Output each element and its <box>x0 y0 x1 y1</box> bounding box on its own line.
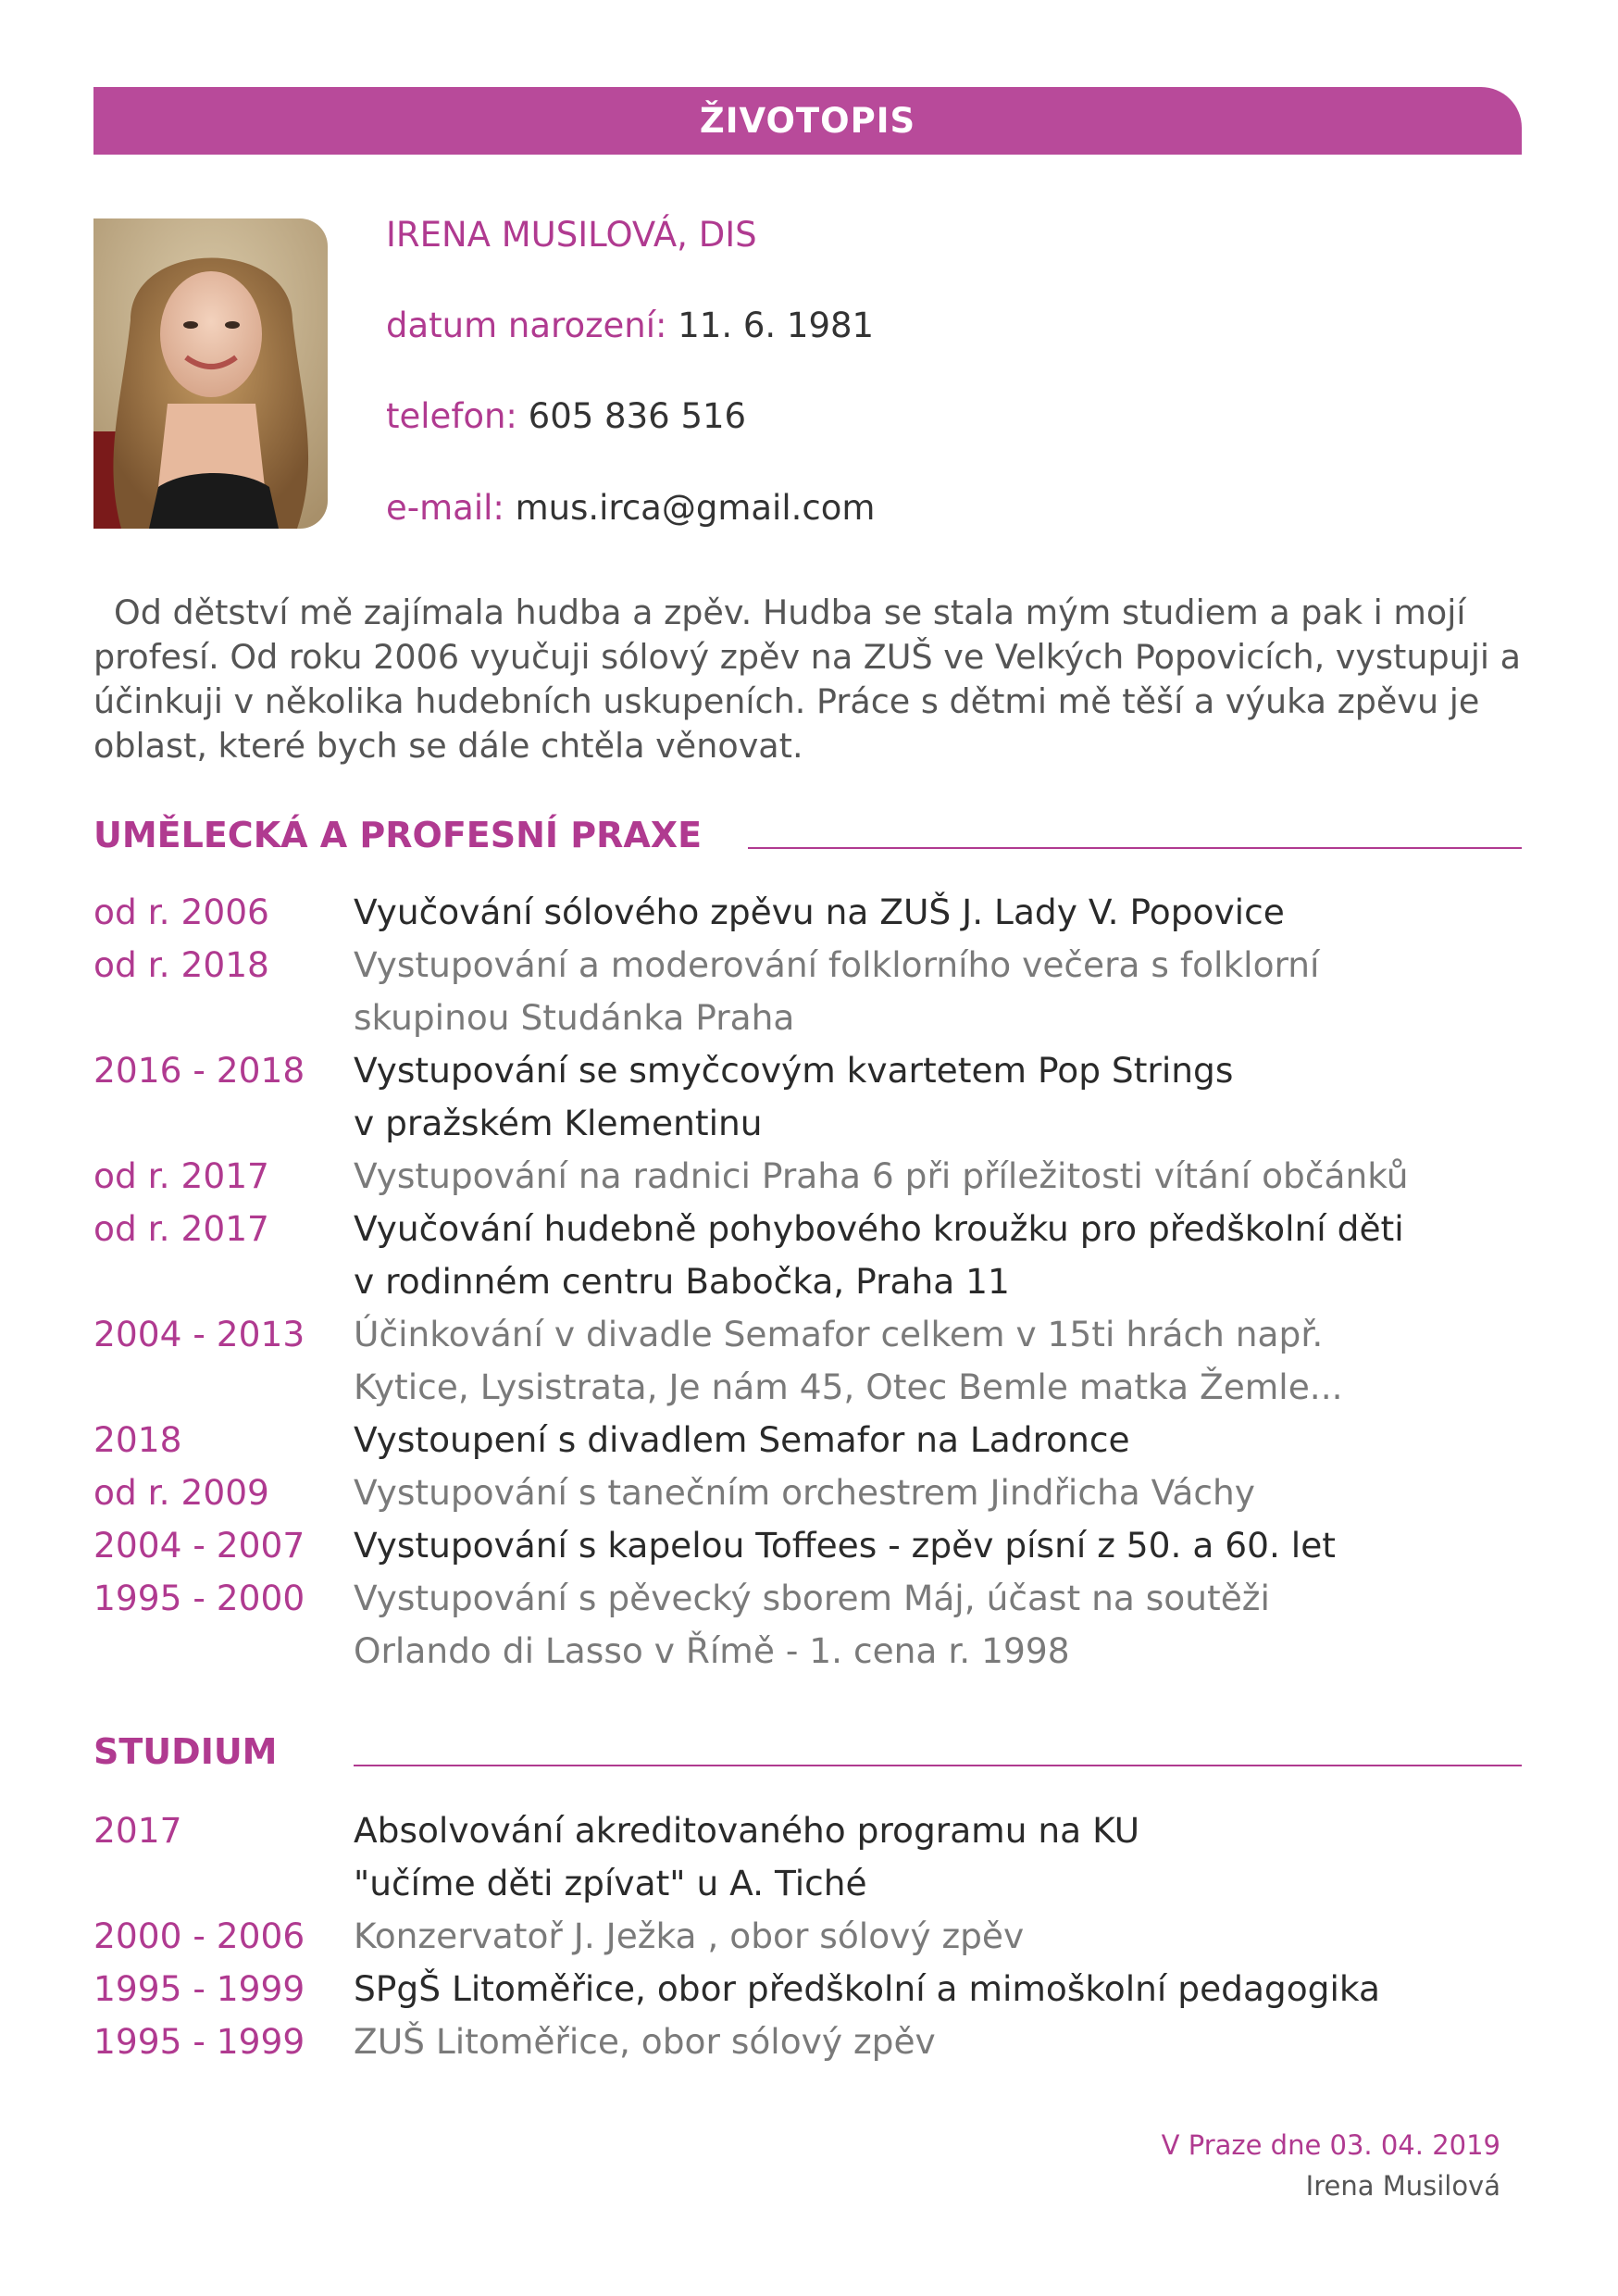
item-line: v rodinném centru Babočka, Praha 11 <box>354 1261 1010 1302</box>
practice-list <box>93 886 1524 1678</box>
list-item <box>93 1150 1524 1203</box>
item-description <box>354 1572 1524 1678</box>
item-line: "učíme děti zpívat" u A. Tiché <box>354 1863 867 1903</box>
item-description <box>354 1519 1524 1572</box>
list-item <box>93 1572 1524 1678</box>
phone-row <box>386 396 746 436</box>
signature-name: Irena Musilová <box>1305 2170 1500 2202</box>
item-year: 2004 - 2013 <box>93 1314 305 1354</box>
list-item <box>93 1963 1524 2015</box>
item-line: Konzervatoř J. Ježka , obor sólový zpěv <box>354 1915 1025 1956</box>
item-year: od r. 2017 <box>93 1155 269 1196</box>
list-item <box>93 2015 1524 2068</box>
title-banner <box>93 87 1522 155</box>
study-divider <box>354 1765 1522 1766</box>
item-description <box>354 1308 1524 1414</box>
item-description <box>354 886 1524 939</box>
birth-date-label: datum narození: <box>386 306 667 345</box>
study-heading: STUDIUM <box>93 1731 278 1772</box>
list-item <box>93 1466 1524 1519</box>
list-item <box>93 1414 1524 1466</box>
email-row <box>386 488 875 528</box>
item-line: Vystoupení s divadlem Semafor na Ladronce <box>354 1419 1130 1460</box>
item-line: Vystupování s kapelou Toffees - zpěv písní z 50. a 60. let <box>354 1525 1337 1566</box>
place-date: V Praze dne 03. 04. 2019 <box>1161 2129 1500 2161</box>
item-line: Vystupování s tanečním orchestrem Jindřicha Váchy <box>354 1472 1255 1513</box>
item-year: 1995 - 1999 <box>93 1968 305 2009</box>
item-year: od r. 2006 <box>93 892 269 932</box>
email-label: e-mail: <box>386 488 504 528</box>
person-name: IRENA MUSILOVÁ, DIS <box>386 215 757 255</box>
list-item <box>93 1203 1524 1308</box>
item-line: Kytice, Lysistrata, Je nám 45, Otec Bemle matka Žemle... <box>354 1366 1343 1407</box>
list-item <box>93 1519 1524 1572</box>
item-line: Vystupování na radnici Praha 6 při příležitosti vítání občánků <box>354 1155 1409 1196</box>
list-item <box>93 886 1524 939</box>
page-title: ŽIVOTOPIS <box>699 101 916 141</box>
item-line: Orlando di Lasso v Římě - 1. cena r. 1998 <box>354 1630 1070 1671</box>
item-year: 2016 - 2018 <box>93 1050 305 1091</box>
item-line: Vystupování se smyčcovým kvartetem Pop Strings <box>354 1050 1234 1091</box>
item-year: od r. 2009 <box>93 1472 269 1513</box>
item-year: 2018 <box>93 1419 182 1460</box>
item-year: 2017 <box>93 1810 182 1851</box>
birth-date-value: 11. 6. 1981 <box>678 306 875 345</box>
item-description <box>354 1910 1524 1963</box>
item-description <box>354 1044 1524 1150</box>
practice-heading: UMĚLECKÁ A PROFESNÍ PRAXE <box>93 815 703 855</box>
list-item <box>93 1308 1524 1414</box>
item-line: Vystupování a moderování folklorního večera s folklorní <box>354 944 1320 985</box>
phone-label: telefon: <box>386 396 517 436</box>
item-description <box>354 939 1524 1044</box>
item-line: v pražském Klementinu <box>354 1103 763 1143</box>
intro-paragraph <box>93 591 1524 768</box>
item-line: Vyučování hudebně pohybového kroužku pro předškolní děti <box>354 1208 1404 1249</box>
item-year: 2000 - 2006 <box>93 1915 305 1956</box>
item-year: od r. 2017 <box>93 1208 269 1249</box>
item-year: od r. 2018 <box>93 944 269 985</box>
list-item <box>93 1804 1524 1910</box>
item-line: skupinou Studánka Praha <box>354 997 795 1038</box>
item-line: Absolvování akreditovaného programu na KU <box>354 1810 1140 1851</box>
list-item <box>93 1910 1524 1963</box>
birth-date-row <box>386 306 874 345</box>
item-line: SPgŠ Litoměřice, obor předškolní a mimoškolní pedagogika <box>354 1968 1380 2009</box>
email-value[interactable]: mus.irca@gmail.com <box>515 488 876 528</box>
list-item <box>93 1044 1524 1150</box>
practice-divider <box>748 847 1522 849</box>
item-year: 2004 - 2007 <box>93 1525 305 1566</box>
intro-text: Od dětství mě zajímala hudba a zpěv. Hudba se stala mým studiem a pak i mojí profesí. Od roku 2006 vyučuji sólový zpěv na ZUŠ ve Velkých Popovicích, vystupuji a účinkuji v několika hudebních uskupeních. Práce s dětmi mě těší a výuka zpěvu je oblast, které bych se dále chtěla věnovat. <box>93 593 1522 766</box>
study-list <box>93 1804 1524 2068</box>
item-year: 1995 - 2000 <box>93 1578 305 1618</box>
item-line: Účinkování v divadle Semafor celkem v 15ti hrách např. <box>354 1314 1324 1354</box>
item-year: 1995 - 1999 <box>93 2021 305 2062</box>
item-description <box>354 2015 1524 2068</box>
item-description <box>354 1203 1524 1308</box>
item-description <box>354 1150 1524 1203</box>
list-item <box>93 939 1524 1044</box>
item-line: ZUŠ Litoměřice, obor sólový zpěv <box>354 2021 936 2062</box>
item-description <box>354 1466 1524 1519</box>
item-description <box>354 1963 1524 2015</box>
phone-value: 605 836 516 <box>528 396 747 436</box>
item-description <box>354 1804 1524 1910</box>
item-line: Vyučování sólového zpěvu na ZUŠ J. Lady V. Popovice <box>354 892 1285 932</box>
profile-photo <box>93 218 328 529</box>
item-description <box>354 1414 1524 1466</box>
item-line: Vystupování s pěvecký sborem Máj, účast na soutěži <box>354 1578 1270 1618</box>
